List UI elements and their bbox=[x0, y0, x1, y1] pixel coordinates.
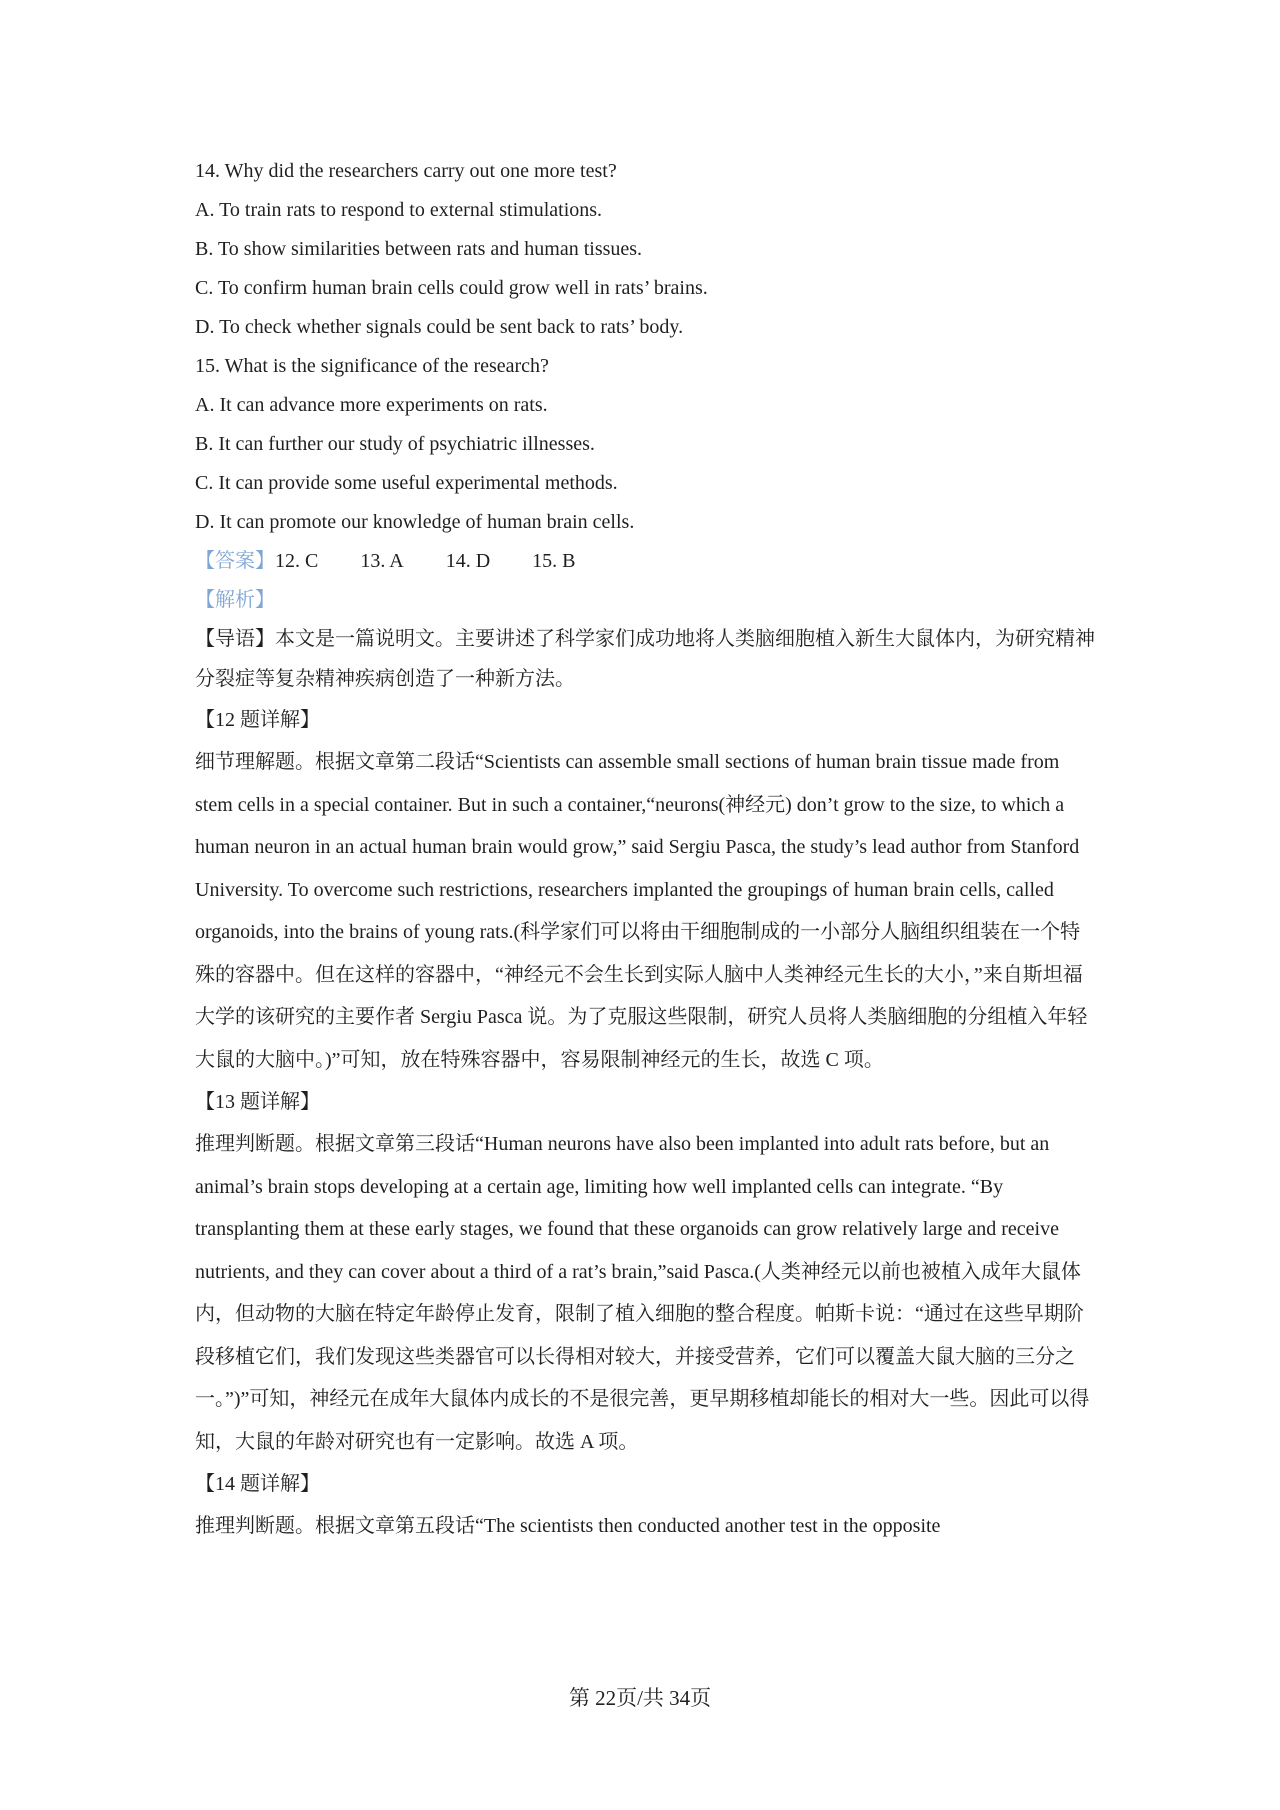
answer-key bbox=[195, 542, 1095, 581]
page-content bbox=[195, 152, 1095, 1548]
option-c: C. It can provide some useful experimental methods. bbox=[195, 472, 618, 494]
option-b: B. To show similarities between rats and human tissues. bbox=[195, 238, 643, 260]
option-b: B. It can further our study of psychiatric illnesses. bbox=[195, 433, 595, 455]
question-stem: 14. Why did the researchers carry out one more test? bbox=[195, 160, 617, 182]
option-d: D. It can promote our knowledge of human brain cells. bbox=[195, 511, 635, 533]
option-a: A. It can advance more experiments on rats. bbox=[195, 394, 548, 416]
answer-12: 12. C bbox=[275, 550, 319, 572]
answer-13: 13. A bbox=[360, 550, 404, 572]
q14-explanation: 推理判断题。根据文章第五段话“The scientists then conducted another test in the opposite bbox=[195, 1515, 941, 1537]
answer-label: 【答案】 bbox=[195, 550, 275, 572]
q14-header: 【14 题详解】 bbox=[195, 1473, 320, 1495]
option-d: D. To check whether signals could be sent back to rats’ body. bbox=[195, 316, 684, 338]
analysis-label: 【解析】 bbox=[195, 589, 275, 611]
q12-explanation: 细节理解题。根据文章第二段话“Scientists can assemble small sections of human brain tissue made from stem cells in a special container. But in such a container,“neurons(神经元) don’t grow to the size, to which a human neuron in an actual human brain would grow,” said Sergiu Pasca, the study’s lead author from Stanford University. To overcome such restrictions, researchers implanted the groupings of human brain cells, called organoids, into the brains of young rats.(科学家们可以将由干细胞制成的一小部分人脑组织组装在一个特殊的容器中。但在这样的容器中，“神经元不会生长到实际人脑中人类神经元生长的大小，”来自斯坦福大学的该研究的主要作者 Sergiu Pasca 说。为了克服这些限制，研究人员将人类脑细胞的分组植入年轻大鼠的大脑中。)”可知，放在特殊容器中，容易限制神经元的生长，故选 C 项。 bbox=[195, 751, 1088, 1071]
q13-header: 【13 题详解】 bbox=[195, 1091, 320, 1113]
intro-paragraph: 【导语】本文是一篇说明文。主要讲述了科学家们成功地将人类脑细胞植入新生大鼠体内，为研究精神分裂症等复杂精神疾病创造了一种新方法。 bbox=[195, 628, 1095, 690]
option-c: C. To confirm human brain cells could grow well in rats’ brains. bbox=[195, 277, 708, 299]
page-number: 第 22页/共 34页 bbox=[568, 1686, 712, 1710]
answer-15: 15. B bbox=[532, 550, 576, 572]
answer-14: 14. D bbox=[445, 550, 491, 572]
question-15 bbox=[195, 347, 1095, 542]
question-stem: 15. What is the significance of the research? bbox=[195, 355, 549, 377]
q13-explanation: 推理判断题。根据文章第三段话“Human neurons have also been implanted into adult rats before, but an animal’s brain stops developing at a certain age, limiting how well implanted cells can integrate. “By transplanting them at these early stages, we found that these organoids can grow relatively large and receive nutrients, and they can cover about a third of a rat’s brain,”said Pasca.(人类神经元以前也被植入成年大鼠体内，但动物的大脑在特定年龄停止发育，限制了植入细胞的整合程度。帕斯卡说：“通过在这些早期阶段移植它们，我们发现这些类器官可以长得相对较大，并接受营养，它们可以覆盖大鼠大脑的三分之一。”)”可知，神经元在成年大鼠体内成长的不是很完善，更早期移植却能长的相对大一些。因此可以得知，大鼠的年龄对研究也有一定影响。故选 A 项。 bbox=[195, 1133, 1090, 1453]
option-a: A. To train rats to respond to external stimulations. bbox=[195, 199, 603, 221]
question-14 bbox=[195, 152, 1095, 347]
q12-header: 【12 题详解】 bbox=[195, 709, 320, 731]
